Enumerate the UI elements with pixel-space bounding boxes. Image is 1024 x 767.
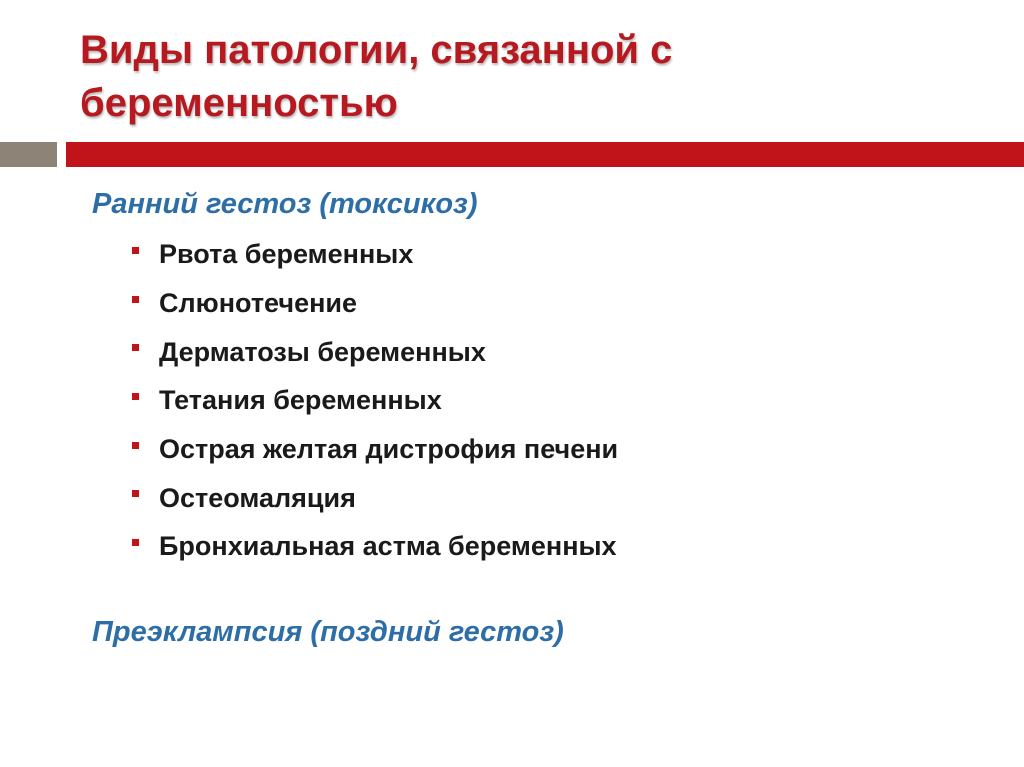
title-rule-red [66,142,1024,167]
list-item-label: Слюнотечение [159,288,358,319]
square-bullet-icon [132,442,139,449]
square-bullet-icon [132,490,139,497]
early-gestosis-list [130,232,618,573]
slide-title: Виды патологии, связанной с беременностью [80,28,673,125]
square-bullet-icon [132,296,139,303]
list-item-label: Рвота беременных [159,239,414,270]
square-bullet-icon [132,393,139,400]
list-item-label: Остеомаляция [159,482,356,513]
list-item-label: Дерматозы беременных [159,336,486,367]
list-item [130,427,618,476]
list-item-label: Бронхиальная астма беременных [159,531,617,562]
list-item [130,524,618,573]
section-heading-preeclampsia: Преэклампсия (поздний гестоз) [92,616,564,648]
square-bullet-icon [132,344,139,351]
list-item [130,281,618,330]
square-bullet-icon [132,539,139,546]
section-heading-early-gestosis: Ранний гестоз (токсикоз) [92,188,478,220]
list-item [130,329,618,378]
list-item [130,475,618,524]
square-bullet-icon [132,247,139,254]
list-item-label: Тетания беременных [159,385,442,416]
list-item [130,378,618,427]
title-rule-gray [0,142,57,167]
list-item-label: Острая желтая дистрофия печени [159,434,619,465]
list-item [130,232,618,281]
